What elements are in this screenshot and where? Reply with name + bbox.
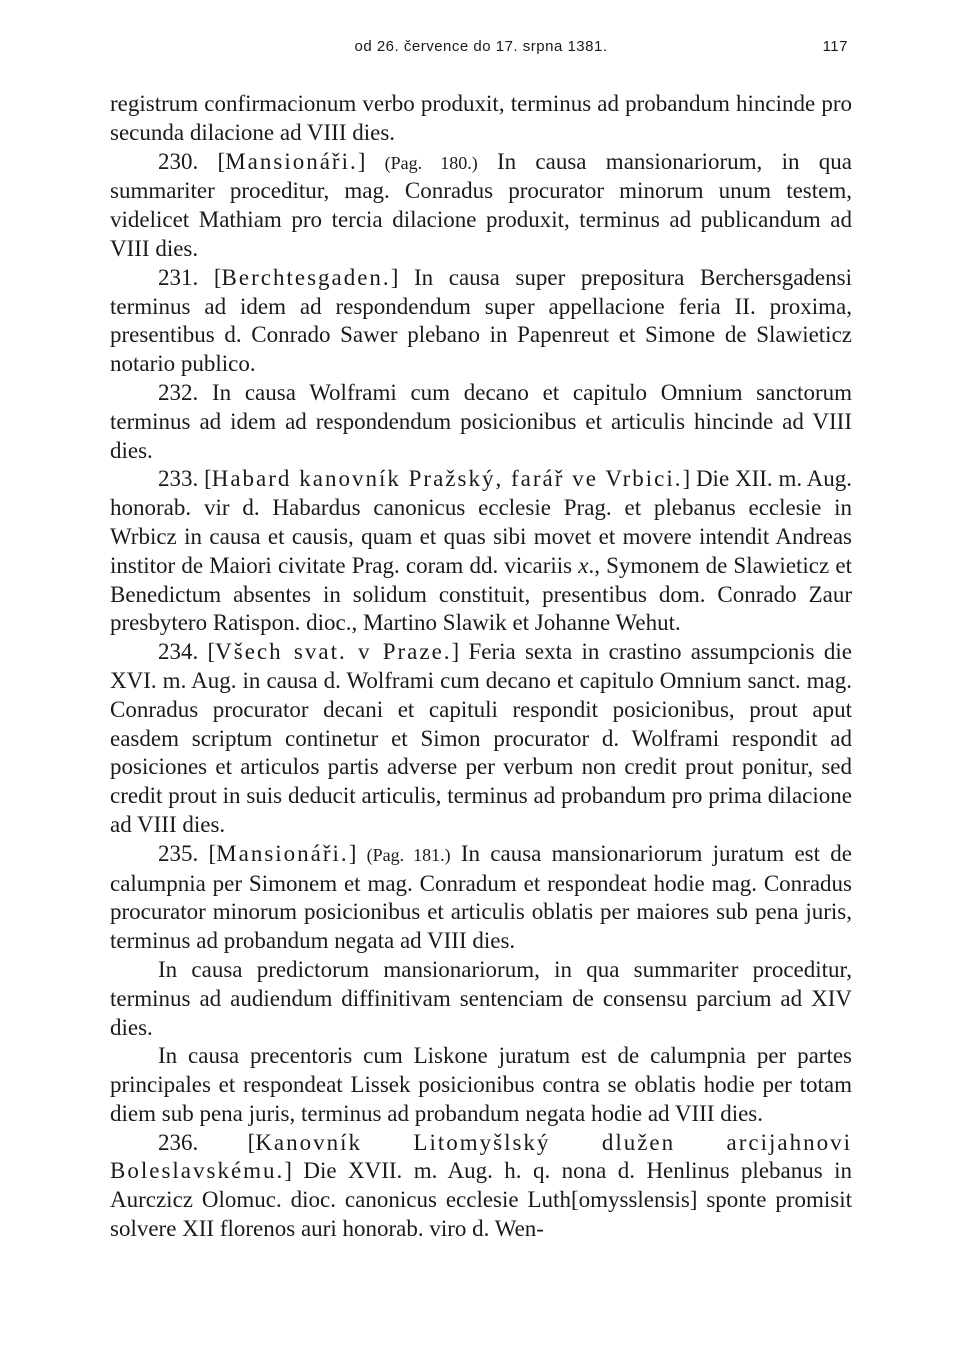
entry-paragraph xyxy=(110,148,852,264)
page-header xyxy=(110,38,852,62)
entry-paragraph xyxy=(110,1042,852,1128)
text-run: registrum confirmacionum verbo produxit, terminus ad probandum hincinde pro secunda dilacione ad VIII dies. xyxy=(110,91,852,145)
entry-paragraph xyxy=(110,840,852,956)
entry-paragraph xyxy=(110,465,852,638)
text-run: ] Feria sexta in crastino assumpcionis die XVI. m. Aug. in causa d. Wolframi cum decano et capitulo Omnium sanct. mag. Conradus procurator decani et capituli respondit posicionibus, prout aput easdem scriptum continetur et Simon procurator d. Wolframi respondit ad posiciones et articulos partis adverse per verbum non credit prout ponitur, sed credit prout in suis deducit articulis, terminus ad probandum pro prima dilacione ad VIII dies. xyxy=(110,639,852,837)
text-run: 233. [ xyxy=(158,466,212,492)
spaced-heading: Berchtesgaden. xyxy=(221,264,391,290)
entry-paragraph xyxy=(110,638,852,840)
page-reference: (Pag. 181.) xyxy=(366,844,451,865)
entry-paragraph xyxy=(110,264,852,379)
text-run: ] Die XVII. m. Aug. h. q. nona d. Henlinus plebanus in Aurczicz Olomuc. dioc. canonicus ecclesie Luth[omysslensis] sponte promisit solvere XII florenos auri honorab. viro d. Wen- xyxy=(110,1158,852,1242)
text-run: In causa predictorum mansionariorum, in qua summariter proceditur, terminus ad audiendum diffinitivam sentenciam de consensu parcium ad XIV dies. xyxy=(110,956,852,1040)
text-run: ] xyxy=(357,148,385,174)
entry-paragraph xyxy=(110,1129,852,1244)
page-number: 117 xyxy=(822,38,848,55)
abbreviation-symbol: x xyxy=(578,552,589,578)
continued-paragraph xyxy=(110,90,852,148)
document-page xyxy=(110,38,852,1244)
spaced-heading: Mansionáři. xyxy=(216,840,349,866)
spaced-heading: Kanovník Litomyšlský dlužen arcijahnovi Boleslavskému. xyxy=(110,1129,852,1184)
entry-paragraph xyxy=(110,956,852,1042)
text-run: In causa precentoris cum Liskone juratum est de calumpnia per partes principales et respondeat Lissek posicionibus contra se oblatis hodie per totam diem sub pena juris, terminus ad probandum negata hodie ad VIII dies. xyxy=(110,1043,852,1126)
text-run: 234. [ xyxy=(158,639,216,665)
document-body xyxy=(110,90,852,1244)
text-run: In causa mansionariorum juratum est de calumpnia per Simonem et mag. Conradum et respondeat hodie mag. Conradus procurator minorum posicionibus et articulis oblatis per maiores sub pena juris, terminus ad probandum negata ad VIII dies. xyxy=(110,840,852,954)
text-run: 235. [ xyxy=(158,840,217,866)
spaced-heading: Mansionáři. xyxy=(225,148,358,174)
spaced-heading: Všech svat. v Praze. xyxy=(215,639,452,665)
text-run: 230. [ xyxy=(158,148,226,174)
text-run: ] xyxy=(348,840,367,866)
text-run: 231. [ xyxy=(158,264,222,290)
running-head: od 26. července do 17. srpna 1381. xyxy=(354,38,608,55)
spaced-heading: Habard kanovník Pražský, farář ve Vrbici. xyxy=(211,466,683,492)
text-run: In causa mansionariorum, in qua summariter proceditur, mag. Conradus procurator minorum unum testem, videlicet Mathiam pro tercia dilacione produxit, terminus ad publicandum ad VIII dies. xyxy=(110,148,852,261)
text-run: ., Symonem de Slawieticz et Benedictum absentes in solidum constituit, presentibus dom. Conrado Zaur presbytero Ratispon. dioc., Martino Slawik et Johanne Wehut. xyxy=(110,552,852,636)
entry-paragraph xyxy=(110,379,852,465)
text-run: 232. In causa Wolframi cum decano et capitulo Omnium sanctorum terminus ad idem ad respondendum posicionibus et articulis hincinde ad VIII dies. xyxy=(110,379,852,463)
text-run: 236. [ xyxy=(158,1129,256,1155)
text-run: ] Die XII. m. Aug. honorab. vir d. Habardus canonicus ecclesie Prag. et plebanus ecclesie in Wrbicz in causa et causis, quam et quas sibi movet et movere intendit Andreas institor de Maiori civitate Prag. coram dd. vicariis xyxy=(110,466,852,578)
text-run: ] In causa super prepositura Berchersgadensi terminus ad idem ad respondendum super appellacione feria II. proxima, presentibus d. Conrado Sawer plebano in Papenreut et Simone de Slawieticz notario publico. xyxy=(110,264,852,377)
page-reference: (Pag. 180.) xyxy=(384,152,478,173)
